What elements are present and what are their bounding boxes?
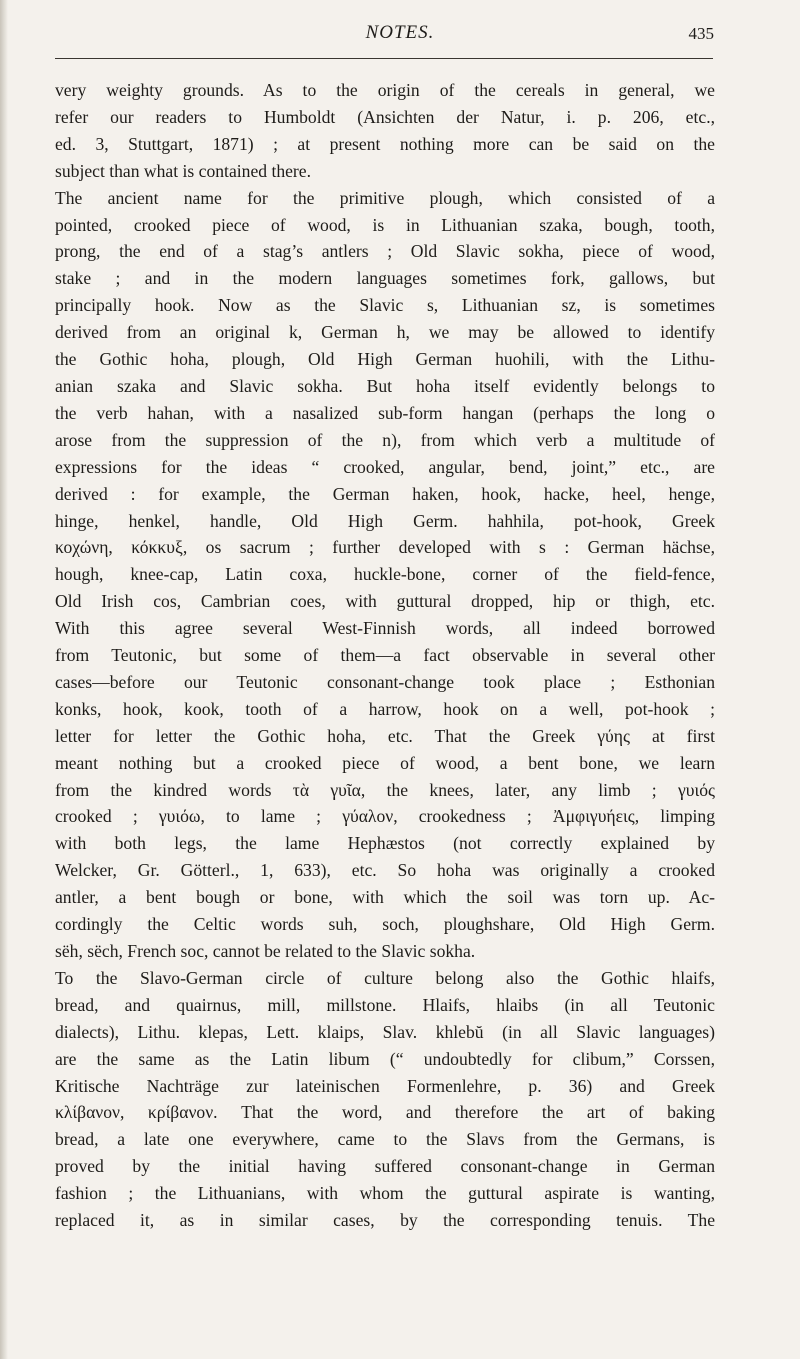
text-line: subject than what is contained there. <box>55 160 312 181</box>
text-line: stake ; and in the modern languages sometimes fork, gallows, but <box>55 268 715 289</box>
text-line: bread, a late one everywhere, came to the Slavs from the Germans, is <box>55 1129 715 1150</box>
text-line: the Gothic hoha, plough, Old High German huohili, with the Lithu- <box>55 349 715 370</box>
text-line: expressions for the ideas “ crooked, angular, bend, joint,” etc., are <box>55 456 715 477</box>
text-line: cases—before our Teutonic consonant-change took place ; Esthonian <box>55 671 715 692</box>
text-line: derived from an original k, German h, we may be allowed to identify <box>55 322 715 343</box>
text-line: sëh, sëch, French soc, cannot be related to the Slavic sokha. <box>55 941 476 961</box>
text-line: bread, and quairnus, mill, millstone. Hlaifs, hlaibs (in all Teutonic <box>55 994 715 1015</box>
text-line: proved by the initial having suffered consonant-change in German <box>55 1156 715 1177</box>
text-line: pointed, crooked piece of wood, is in Lithuanian szaka, bough, tooth, <box>55 214 715 235</box>
text-line: To the Slavo-German circle of culture belong also the Gothic hlaifs, <box>55 967 715 988</box>
text-line: letter for letter the Gothic hoha, etc. That the Greek γύης at first <box>55 725 715 746</box>
text-line: antler, a bent bough or bone, with which the soil was torn up. Ac- <box>55 887 715 908</box>
text-line: crooked ; γυιόω, to lame ; γύαλον, crookedness ; Ἀμφιγυήεις, limping <box>55 806 715 827</box>
running-header-title: NOTES. <box>365 22 435 43</box>
text-line: κοχώνη, κόκκυξ, os sacrum ; further developed with s : German hächse, <box>55 537 715 558</box>
text-line: The ancient name for the primitive plough, which consisted of a <box>55 187 715 208</box>
text-line: prong, the end of a stag’s antlers ; Old Slavic sokha, piece of wood, <box>55 241 715 262</box>
text-line: refer our readers to Humboldt (Ansichten der Natur, i. p. 206, etc., <box>55 106 715 127</box>
text-line: hough, knee-cap, Latin coxa, huckle-bone, corner of the field-fence, <box>55 564 715 585</box>
text-line: principally hook. Now as the Slavic s, Lithuanian sz, is sometimes <box>55 295 715 316</box>
text-line: ed. 3, Stuttgart, 1871) ; at present nothing more can be said on the <box>55 133 715 154</box>
text-line: anian szaka and Slavic sokha. But hoha itself evidently belongs to <box>55 375 715 396</box>
text-line: Old Irish cos, Cambrian coes, with guttural dropped, hip or thigh, etc. <box>55 591 715 612</box>
text-line: the verb hahan, with a nasalized sub-form hangan (perhaps the long o <box>55 402 715 423</box>
text-line: cordingly the Celtic words suh, soch, ploughshare, Old High Germ. <box>55 914 715 935</box>
header-rule <box>55 58 713 59</box>
text-line: hinge, henkel, handle, Old High Germ. hahhila, pot-hook, Greek <box>55 510 715 531</box>
text-line: derived : for example, the German haken, hook, hacke, heel, henge, <box>55 483 715 504</box>
text-line: from the kindred words τὰ γυῖα, the knees, later, any limb ; γυιός <box>55 779 715 800</box>
text-line: replaced it, as in similar cases, by the corresponding tenuis. The <box>55 1210 715 1231</box>
text-line: dialects), Lithu. klepas, Lett. klaips, Slav. khlebŭ (in all Slavic languages) <box>55 1021 715 1042</box>
text-line: meant nothing but a crooked piece of wood, a bent bone, we learn <box>55 752 715 773</box>
text-line: Kritische Nachträge zur lateinischen Formenlehre, p. 36) and Greek <box>55 1075 715 1096</box>
text-line: are the same as the Latin libum (“ undoubtedly for clibum,” Corssen, <box>55 1048 715 1069</box>
text-line: with both legs, the lame Hephæstos (not correctly explained by <box>55 833 715 854</box>
text-line: With this agree several West-Finnish words, all indeed borrowed <box>55 618 715 639</box>
text-line: fashion ; the Lithuanians, with whom the guttural aspirate is wanting, <box>55 1183 715 1204</box>
page-number: 435 <box>688 24 714 43</box>
text-line: very weighty grounds. As to the origin of the cereals in general, we <box>55 80 715 100</box>
body-text <box>55 77 715 1234</box>
text-line: arose from the suppression of the n), from which verb a multitude of <box>55 429 715 450</box>
text-line: κλίβανον, κρίβανον. That the word, and therefore the art of baking <box>55 1102 715 1123</box>
page-edge-shadow <box>0 0 8 1359</box>
text-line: konks, hook, kook, tooth of a harrow, hook on a well, pot-hook ; <box>55 698 715 719</box>
text-line: Welcker, Gr. Götterl., 1, 633), etc. So hoha was originally a crooked <box>55 860 715 881</box>
text-line: from Teutonic, but some of them—a fact observable in several other <box>55 645 715 666</box>
